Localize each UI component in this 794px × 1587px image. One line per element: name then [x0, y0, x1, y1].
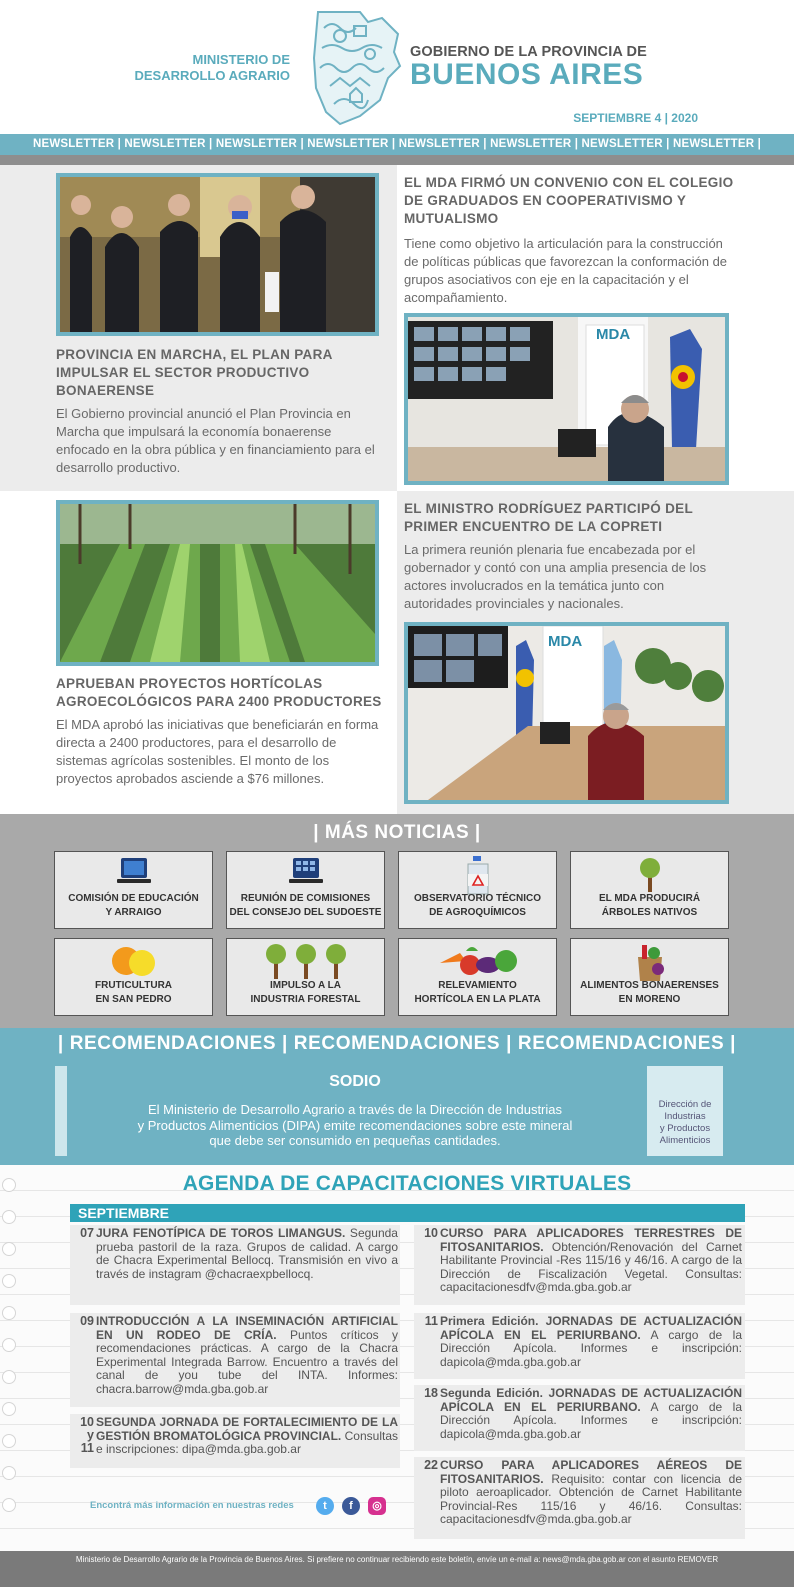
dipa-line2: Industrias: [664, 1111, 706, 1122]
event-details: Puntos críticos y recomendaciones prácticas. A cargo de la Chacra Experimental Integrada Barrow. Encuentro a través del canal de you tube del INTA. Informes: chacra.barrow@mda.gba.gob.ar: [96, 1327, 398, 1396]
event-details: Requisito: contar con licencia de piloto aeroaplicador. Obtención de Carnet Habilitante Provincial-Res 115/16 y 46/16. Consultas: capacitacionesdfv@mda.gba.gob.ar: [440, 1471, 742, 1526]
agenda-event[interactable]: [414, 1457, 745, 1539]
news-tile-label: [55, 979, 212, 1007]
agenda-event[interactable]: [70, 1225, 400, 1305]
agenda-event[interactable]: [414, 1313, 745, 1379]
notebook-rings: [2, 1178, 20, 1530]
news-tile-label: [571, 979, 728, 1007]
agenda-event[interactable]: [70, 1313, 400, 1407]
province-map-logo: [310, 8, 402, 128]
tile-label-line1: REUNIÓN DE COMISIONES: [240, 893, 371, 904]
event-title: CURSO PARA APLICADORES TERRESTRES DE FITOSANITARIOS.: [440, 1226, 742, 1254]
story-3-title[interactable]: APRUEBAN PROYECTOS HORTÍCOLAS AGROECOLÓGICOS PARA 2400 PRODUCTORES: [56, 676, 382, 709]
mda-sign-text: MDA: [596, 326, 631, 343]
story-1-body: El Gobierno provincial anunció el Plan Provincia en Marcha que impulsará la economía bonaerense enfocado en la obra pública y en financiamiento para el desarrollo productivo.: [56, 406, 375, 475]
recommendation-line3: que debe ser consumido en pequeñas cantidades.: [209, 1133, 501, 1148]
story-1-photo[interactable]: [56, 173, 379, 336]
event-day: 09: [80, 1314, 94, 1328]
tile-label-line2: Y ARRAIGO: [105, 907, 162, 918]
news-tile-education[interactable]: [54, 851, 213, 929]
videoconference-photo-image: [408, 317, 725, 481]
news-tile-arboles[interactable]: [570, 851, 729, 929]
recommendation-line1: El Ministerio de Desarrollo Agrario a través de la Dirección de Industrias: [147, 1102, 563, 1117]
laptop-grid-icon: [288, 856, 324, 888]
tile-label-line2: DEL CONSEJO DEL SUDOESTE: [229, 907, 382, 918]
event-title: JURA FENOTÍPICA DE TOROS LIMANGUS.: [96, 1226, 346, 1240]
news-tile-label: [571, 892, 728, 920]
tile-label-line1: COMISIÓN DE EDUCACIÓN: [68, 893, 199, 904]
newsletter-header: [0, 0, 794, 134]
tile-label-line1: OBSERVATORIO TÉCNICO: [413, 893, 542, 904]
story-4-title[interactable]: EL MINISTRO RODRÍGUEZ PARTICIPÓ DEL PRIMER ENCUENTRO DE LA COPRETI: [404, 501, 693, 534]
event-description: [440, 1387, 742, 1441]
event-day-end: 11: [80, 1441, 94, 1455]
news-tile-fruticultura[interactable]: [54, 938, 213, 1016]
mda-sign-text-2: MDA: [548, 633, 583, 650]
agenda-event[interactable]: [414, 1225, 745, 1305]
dipa-line4: Alimenticios: [659, 1135, 711, 1146]
event-description: [96, 1416, 398, 1457]
event-details: Obtención/Renovación del Carnet Habilitante Provincial -Res 115/16 y 46/16. A cargo de la Dirección de Fiscalización Vegetal. Consultas: capacitacionesdfv@mda.gba.gob.ar: [440, 1239, 742, 1294]
recommendation-title[interactable]: SODIO: [329, 1073, 381, 1090]
tile-label-line2: ÁRBOLES NATIVOS: [601, 907, 698, 918]
event-title: INTRODUCCIÓN A LA INSEMINACIÓN ARTIFICIAL EN UN RODEO DE CRÍA.: [96, 1314, 398, 1342]
event-title: Segunda Edición. JORNADAS DE ACTUALIZACIÓN APÍCOLA EN EL PERIURBANO.: [440, 1386, 742, 1414]
recommendations-bar: | RECOMENDACIONES | RECOMENDACIONES | RECOMENDACIONES |: [0, 1028, 794, 1059]
event-description: [96, 1227, 398, 1281]
footer-notice: Ministerio de Desarrollo Agrario de la Provincia de Buenos Aires. Si prefiere no continuar recibiendo este boletín, envíe un e-mail a: news@mda.gba.gob.ar con el asunto REMOVER: [0, 1551, 794, 1587]
news-tile-label: [399, 979, 556, 1007]
agenda-month: SEPTIEMBRE: [70, 1204, 745, 1222]
event-description: [96, 1315, 398, 1396]
event-description: [440, 1459, 742, 1527]
event-day: 18: [424, 1386, 438, 1400]
chemical-jug-icon: [463, 856, 493, 896]
agenda-event[interactable]: [414, 1385, 745, 1451]
meeting-photo-image: [60, 177, 375, 332]
more-news-title: | MÁS NOTICIAS |: [313, 822, 481, 843]
event-day: 22: [424, 1458, 438, 1472]
story-2-body: Tiene como objetivo la articulación para la construcción de políticas públicas que favorezcan la conformación de grupos asociativos con eje en la capacitación y el acompañamiento.: [404, 236, 728, 305]
event-title: SEGUNDA JORNADA DE FORTALECIMIENTO DE LA GESTIÓN BROMATOLÓGICA PROVINCIAL.: [96, 1415, 398, 1443]
recommendations-accent: [55, 1066, 67, 1156]
recommendation-line2: y Productos Alimenticios (DIPA) emite recomendaciones sobre este mineral: [137, 1117, 573, 1133]
story-2-title[interactable]: EL MDA FIRMÓ UN CONVENIO CON EL COLEGIO DE GRADUADOS EN COOPERATIVISMO Y MUTUALISMO: [404, 175, 734, 226]
news-tile-agroquimicos[interactable]: [398, 851, 557, 929]
event-details: A cargo de la Dirección Apícola. Informes e inscripción: dapicola@mda.gba.gob.ar: [440, 1399, 742, 1441]
dipa-line3: y Productos: [659, 1123, 711, 1134]
event-details: Segunda prueba pastoril de la raza. Grupos de calidad. A cargo de Chacra Experimental Bellocq. Transmisión en vivo a través de instagram @chacraexpbellocq.: [96, 1226, 398, 1281]
story-3-body: El MDA aprobó las iniciativas que beneficiarán en forma directa a 2400 productores, para el desarrollo de sistemas agrícolas sostenibles. El monto de los proyectos aprobados asciende a $76 millones.: [56, 717, 379, 786]
trees-icon: [261, 943, 351, 981]
ministry-name: [120, 52, 290, 84]
tile-label-line2: INDUSTRIA FORESTAL: [250, 994, 361, 1005]
ministry-line1: MINISTERIO DE: [192, 52, 290, 67]
tile-label-line1: ALIMENTOS BONAERENSES: [580, 980, 719, 991]
news-tile-label: [227, 892, 384, 920]
event-day: 10: [424, 1226, 438, 1240]
facebook-icon[interactable]: f: [342, 1497, 360, 1515]
divider-strip: [0, 155, 794, 165]
event-day-connector: y: [87, 1428, 94, 1442]
news-tile-label: [227, 979, 384, 1007]
news-tile-label: [55, 892, 212, 920]
fruit-icon: [108, 943, 160, 977]
instagram-icon[interactable]: ◎: [368, 1497, 386, 1515]
laptop-icon: [116, 856, 152, 888]
story-4-body: La primera reunión plenaria fue encabezada por el gobernador y contó con una amplia presencia de los actores involucrados en la temática junto con autoridades provinciales y nacionales.: [404, 542, 707, 611]
agenda-title: AGENDA DE CAPACITACIONES VIRTUALES: [182, 1172, 632, 1195]
issue-date: SEPTIEMBRE 4 | 2020: [573, 111, 698, 125]
event-title: Primera Edición. JORNADAS DE ACTUALIZACIÓN APÍCOLA EN EL PERIURBANO.: [440, 1314, 742, 1342]
tile-label-line2: EN MORENO: [618, 994, 681, 1005]
tile-label-line2: HORTÍCOLA EN LA PLATA: [414, 994, 541, 1005]
event-day: 07: [80, 1226, 94, 1240]
dipa-line1: Dirección de: [658, 1099, 712, 1110]
event-day: 11: [424, 1314, 438, 1328]
tile-label-line1: RELEVAMIENTO: [438, 980, 517, 991]
event-details: Consultas e inscripciones: dipa@mda.gba.gob.ar: [96, 1428, 398, 1456]
story-2-photo[interactable]: [404, 313, 729, 485]
greenhouse-photo-image: [60, 504, 375, 662]
news-tile-label: [399, 892, 556, 920]
tile-label-line1: IMPULSO A LA: [270, 980, 341, 991]
tile-label-line2: DE AGROQUÍMICOS: [429, 907, 526, 918]
event-description: [440, 1315, 742, 1369]
news-tile-sudoeste[interactable]: [226, 851, 385, 929]
tree-icon: [635, 856, 665, 894]
event-day-range: [70, 1416, 94, 1455]
province-name: BUENOS AIRES: [410, 58, 644, 91]
meeting-room-photo-image: [408, 626, 725, 800]
twitter-icon[interactable]: t: [316, 1497, 334, 1515]
recommendation-text: [120, 1102, 590, 1149]
event-title: CURSO PARA APLICADORES AÉREOS DE FITOSANITARIOS.: [440, 1458, 742, 1486]
newsletter-bar: NEWSLETTER | NEWSLETTER | NEWSLETTER | NEWSLETTER | NEWSLETTER | NEWSLETTER | NEWSLETTER | NEWSLETTER |: [0, 134, 794, 155]
event-description: [440, 1227, 742, 1295]
news-tile-alimentos[interactable]: [570, 938, 729, 1016]
dipa-badge: [647, 1066, 723, 1156]
news-tile-horticola[interactable]: [398, 938, 557, 1016]
story-3-photo[interactable]: [56, 500, 379, 666]
tile-label-line1: FRUTICULTURA: [94, 980, 173, 991]
vegetables-icon: [436, 943, 520, 977]
agenda-event[interactable]: [70, 1414, 400, 1468]
event-details: A cargo de la Dirección Apícola. Informes e inscripción: dapicola@mda.gba.gob.ar: [440, 1327, 742, 1369]
social-media-text: Encontrá más información en nuestras redes: [90, 1500, 294, 1511]
tile-label-line1: EL MDA PRODUCIRÁ: [598, 893, 701, 904]
story-4-photo[interactable]: [404, 622, 729, 804]
ministry-line2: DESARROLLO AGRARIO: [134, 68, 290, 83]
government-label: GOBIERNO DE LA PROVINCIA DE: [410, 44, 647, 60]
story-1-title[interactable]: PROVINCIA EN MARCHA, EL PLAN PARA IMPULSAR EL SECTOR PRODUCTIVO BONAERENSE: [56, 347, 333, 398]
event-day-start: 10: [80, 1415, 94, 1429]
grocery-bag-icon: [632, 943, 668, 983]
tile-label-line2: EN SAN PEDRO: [95, 994, 172, 1005]
news-tile-forestal[interactable]: [226, 938, 385, 1016]
